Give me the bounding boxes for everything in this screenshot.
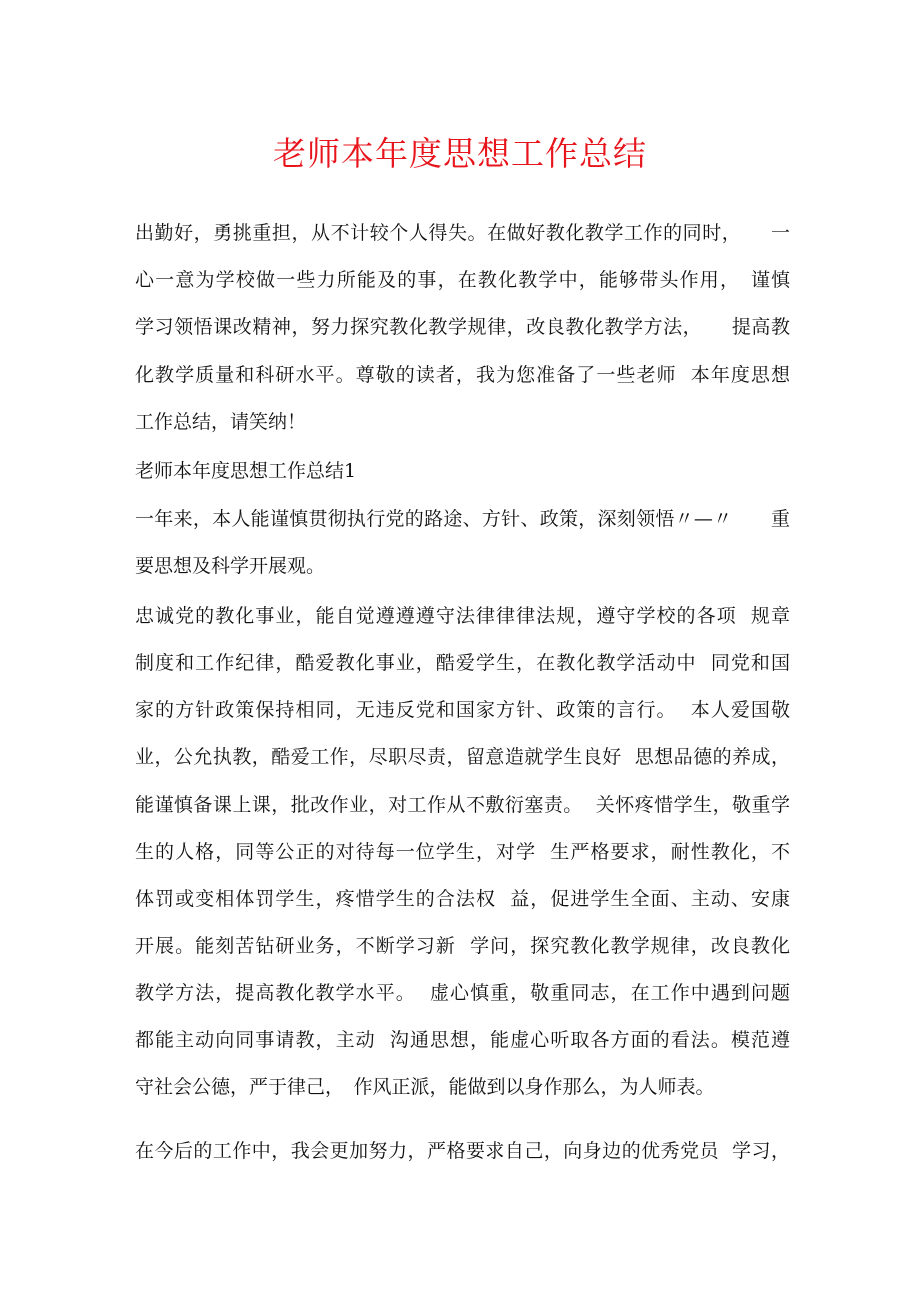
paragraph-line: 家的方针政策保持相同，无违反党和国家方针、政策的言行。 本人爱国敬 [135, 699, 790, 721]
paragraph-line: 开展。能刻苦钻研业务，不断学习新 学问，探究教化教学规律，改良教化 [135, 935, 790, 957]
intro-line: 出勤好，勇挑重担，从不计较个人得失。在做好教化教学工作的同时， 一 [135, 222, 790, 244]
paragraph-line: 守社会公德，严于律己， 作风正派，能做到以身作那么，为人师表。 [135, 1076, 715, 1098]
intro-line: 工作总结，请笑纳！ [135, 411, 307, 433]
paragraph-line: 制度和工作纪律，酷爱教化事业，酷爱学生，在教化教学活动中 同党和国 [135, 652, 790, 674]
paragraph-line: 业，公允执教，酷爱工作，尽职尽责，留意造就学生良好 思想品德的养成， [135, 746, 790, 768]
intro-line: 学习领悟课改精神，努力探究教化教学规律，改良教化教学方法， 提高教 [135, 316, 790, 338]
paragraph-line: 生的人格，同等公正的对待每一位学生，对学 生严格要求，耐性教化，不 [135, 841, 790, 863]
paragraph-line: 都能主动向同事请教，主动 沟通思想，能虚心听取各方面的看法。模范遵 [135, 1029, 790, 1051]
paragraph-line: 要思想及科学开展观。 [135, 555, 326, 577]
paragraph-line: 在今后的工作中，我会更加努力，严格要求自己，向身边的优秀党员 学习， [135, 1140, 790, 1162]
section-heading: 老师本年度思想工作总结1 [135, 460, 357, 482]
paragraph-line: 体罚或变相体罚学生，疼惜学生的合法权 益，促进学生全面、主动、安康 [135, 888, 790, 910]
paragraph-line: 忠诚党的教化事业，能自觉遵遵遵守法律律律法规，遵守学校的各项 规章 [135, 605, 790, 627]
paragraph-line: 教学方法，提高教化教学水平。 虚心慎重，敬重同志，在工作中遇到问题 [135, 982, 790, 1004]
intro-line: 心一意为学校做一些力所能及的事，在教化教学中，能够带头作用， 谨慎 [135, 269, 790, 291]
intro-line: 化教学质量和科研水平。尊敬的读者，我为您准备了一些老师 本年度思想 [135, 364, 790, 386]
document-title: 老师本年度思想工作总结 [273, 134, 647, 173]
paragraph-line: 一年来，本人能谨慎贯彻执行党的路途、方针、政策，深刻领悟〃—〃 重 [135, 508, 790, 530]
paragraph-line: 能谨慎备课上课，批改作业，对工作从不敷衍塞责。 关怀疼惜学生，敬重学 [135, 794, 790, 816]
